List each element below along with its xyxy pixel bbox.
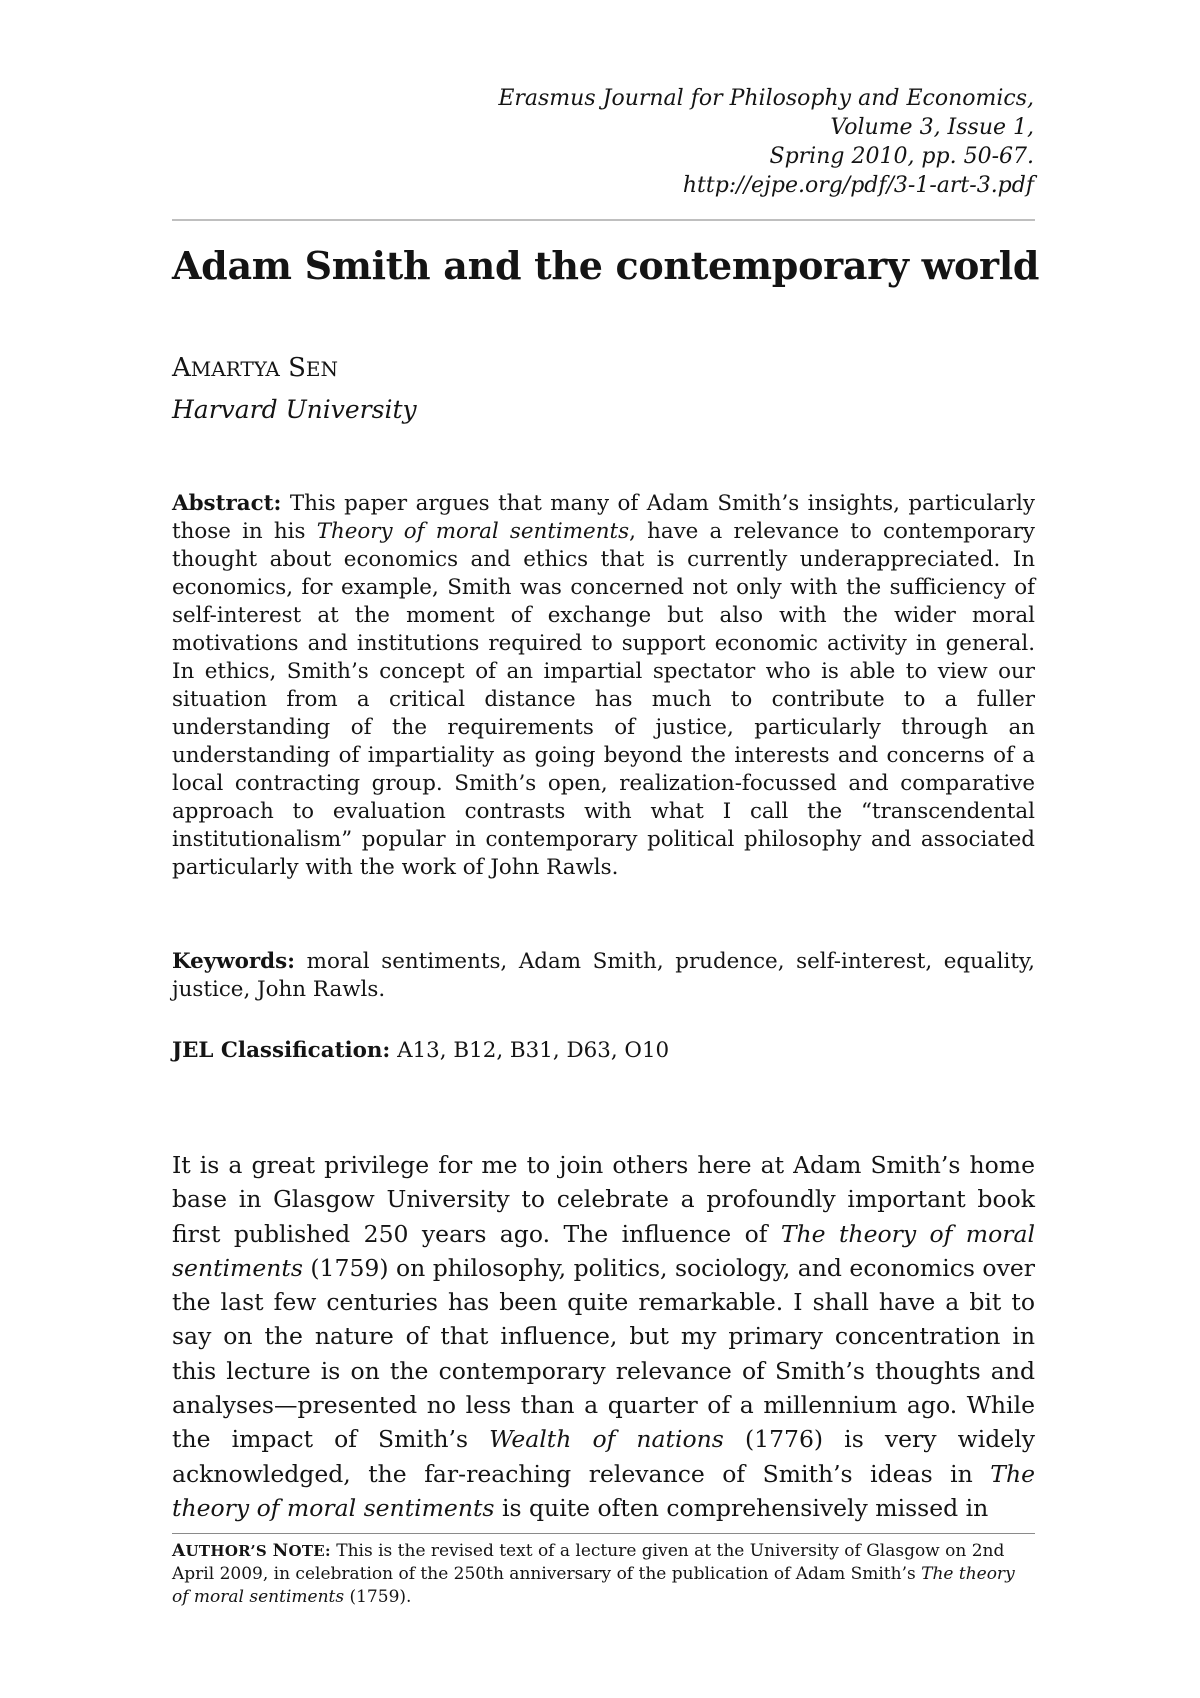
jel-classification — [172, 1037, 1035, 1065]
journal-season-pages: Spring 2010, pp. 50-67. — [769, 144, 1034, 169]
abstract-text-start: This paper argues that many of Adam Smith’s insights, particularly those in his — [172, 491, 1035, 544]
journal-citation — [498, 84, 1034, 200]
keywords-text: moral sentiments, Adam Smith, prudence, self-interest, equality, justice, John Rawls. — [172, 949, 1035, 1002]
header-divider — [172, 219, 1035, 221]
abstract-label: Abstract: — [172, 491, 282, 516]
keywords-label: Keywords: — [172, 949, 296, 974]
author-name: AMARTYA SEN — [172, 353, 339, 383]
jel-label: JEL Classification: — [172, 1038, 391, 1063]
body-paragraph: It is a great privilege for me to join others here at Adam Smith’s home base in Glasgow University to celebrate a profoundly important book first published 250 years ago. The influence of The theory of moral sentiments (1759) on philosophy, politics, sociology, and economics over the last few centuries has been quite remarkable. I shall have a bit to say on the nature of that influence, but my primary concentration in this lecture is on the contemporary relevance of Smith’s thoughts and analyses—presented no less than a quarter of a millennium ago. While the impact of Smith’s Wealth of nations (1776) is very widely acknowledged, the far-reaching relevance of Smith’s ideas in The theory of moral sentiments is quite often comprehensively missed in — [172, 1151, 1035, 1522]
journal-volume-issue: Volume 3, Issue 1, — [830, 115, 1034, 140]
journal-url: http://ejpe.org/pdf/3-1-art-3.pdf — [682, 173, 1034, 198]
journal-name: Erasmus Journal for Philosophy and Economics, — [498, 86, 1034, 111]
abstract-book-title: Theory of moral sentiments — [316, 519, 630, 544]
keywords — [172, 948, 1035, 1004]
footnote-label: AUTHOR’S NOTE: — [172, 1541, 331, 1561]
author-affiliation: Harvard University — [172, 395, 417, 424]
abstract — [172, 490, 1035, 882]
jel-codes: A13, B12, B31, D63, O10 — [397, 1038, 670, 1063]
abstract-text-rest: , have a relevance to contemporary thought about economics and ethics that is currently underappreciated. In economics, for example, Smith was concerned not only with the sufficiency of self-interest at the moment of exchange but also with the wider moral motivations and institutions required to support economic activity in general. In ethics, Smith’s concept of an impartial spectator who is able to view our situation from a critical distance has much to contribute to a fuller understanding of the requirements of justice, particularly through an understanding of impartiality as going beyond the interests and concerns of a local contracting group. Smith’s open, realization-focussed and comparative approach to evaluation contrasts with what I call the “transcendental institutionalism” popular in contemporary political philosophy and associated particularly with the work of John Rawls. — [172, 519, 1035, 880]
footnote-divider — [172, 1533, 1035, 1534]
author-note-footnote: AUTHOR’S NOTE: This is the revised text of a lecture given at the University of Glasgow on 2nd April 2009, in celebration of the 250th anniversary of the publication of Adam Smith’s The theory of moral sentiments (1759). — [172, 1541, 1015, 1607]
paper-title: Adam Smith and the contemporary world — [172, 243, 1040, 288]
